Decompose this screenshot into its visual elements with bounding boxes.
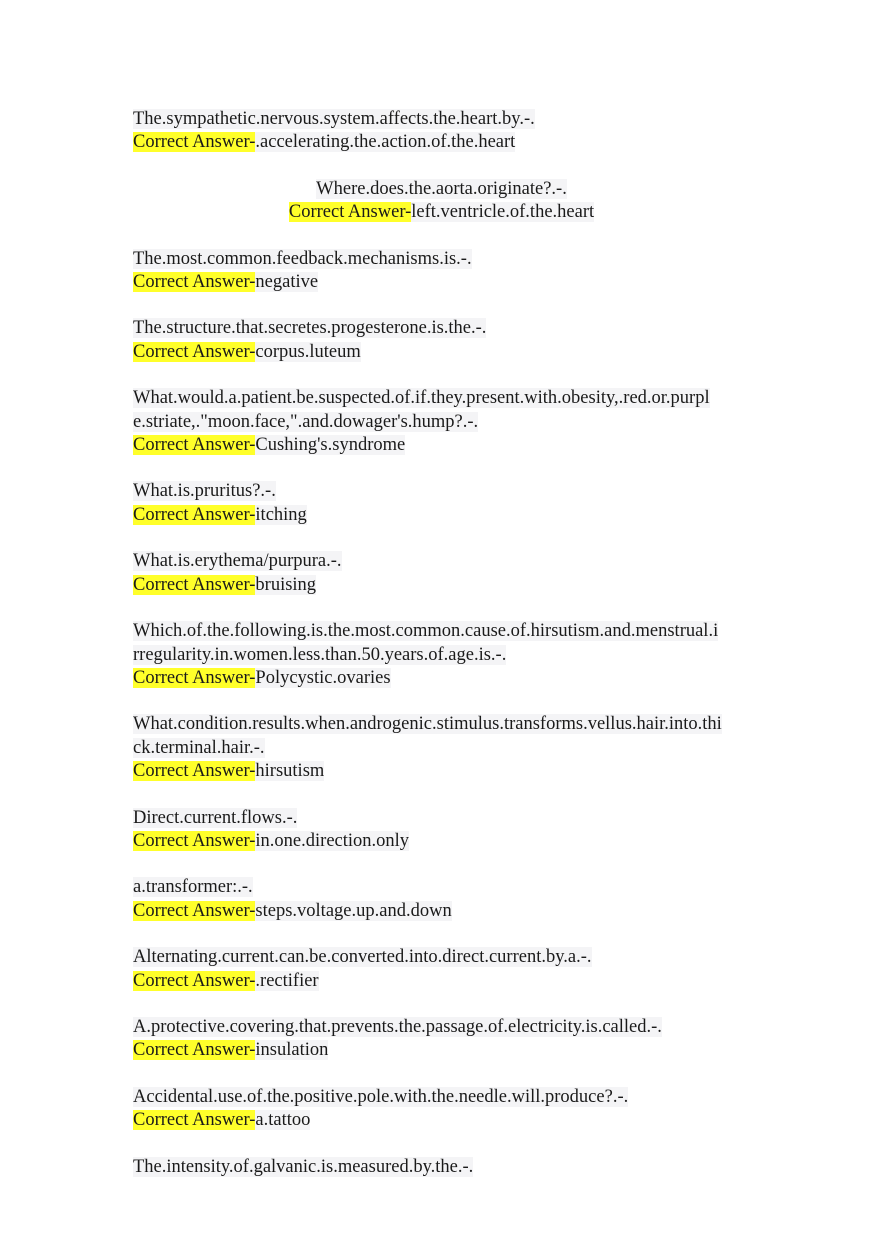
question-line (133, 807, 800, 830)
question-text: Accidental.use.of.the.positive.pole.with.the.needle.will.produce?.-. (133, 1086, 629, 1107)
answer-line (133, 131, 800, 154)
question-text: A.protective.covering.that.prevents.the.passage.of.electricity.is.called.-. (133, 1016, 662, 1037)
answer-text: hirsutism (255, 761, 325, 782)
answer-text: a.tattoo (255, 1110, 311, 1131)
answer-text: .rectifier (255, 970, 319, 991)
qa-item (133, 387, 800, 457)
answer-text: steps.voltage.up.and.down (255, 900, 452, 921)
correct-answer-label: Correct Answer- (133, 574, 256, 595)
question-line (133, 1016, 800, 1039)
qa-item (133, 807, 800, 854)
question-line (133, 737, 800, 760)
question-line (133, 411, 800, 434)
question-line (133, 876, 800, 899)
question-line (133, 1086, 800, 1109)
qa-item (133, 1086, 800, 1133)
question-text: Alternating.current.can.be.converted.into.direct.current.by.a.-. (133, 947, 592, 968)
answer-line (133, 760, 800, 783)
question-text: Where.does.the.aorta.originate?.-. (316, 178, 567, 199)
question-text: The.most.common.feedback.mechanisms.is.-. (133, 248, 472, 269)
answer-text: left.ventricle.of.the.heart (411, 202, 595, 223)
question-line (133, 644, 800, 667)
question-text: The.sympathetic.nervous.system.affects.the.heart.by.-. (133, 109, 535, 129)
question-text: The.intensity.of.galvanic.is.measured.by.the.-. (133, 1156, 474, 1177)
correct-answer-label: Correct Answer- (133, 435, 256, 456)
question-text: a.transformer:.-. (133, 877, 253, 898)
question-line (133, 248, 800, 271)
answer-text: in.one.direction.only (255, 830, 410, 851)
question-text: What.condition.results.when.androgenic.stimulus.transforms.vellus.hair.into.thi (133, 714, 722, 735)
question-text: The.structure.that.secretes.progesterone.is.the.-. (133, 318, 487, 339)
answer-line (133, 1109, 800, 1132)
question-line (133, 713, 800, 736)
answer-line (133, 341, 800, 364)
qa-item (133, 178, 800, 225)
correct-answer-label: Correct Answer- (133, 504, 256, 525)
qa-item (133, 1156, 800, 1179)
answer-text: insulation (255, 1040, 329, 1061)
correct-answer-label: Correct Answer- (288, 202, 412, 223)
correct-answer-label: Correct Answer- (133, 761, 256, 782)
question-text: What.is.pruritus?.-. (133, 481, 276, 502)
qa-item (133, 620, 800, 690)
answer-text: .accelerating.the.action.of.the.heart (255, 132, 516, 153)
question-line (133, 387, 800, 410)
question-text: What.would.a.patient.be.suspected.of.if.they.present.with.obesity,.red.or.purpl (133, 388, 710, 409)
answer-text: Cushing's.syndrome (255, 435, 406, 456)
question-line (133, 1156, 800, 1179)
question-text: What.is.erythema/purpura.-. (133, 551, 342, 572)
answer-line (133, 434, 800, 457)
answer-text: corpus.luteum (255, 341, 361, 362)
qa-item (133, 1016, 800, 1063)
answer-line (133, 830, 800, 853)
correct-answer-label: Correct Answer- (133, 132, 256, 153)
answer-text: itching (255, 504, 307, 525)
question-line (133, 108, 800, 131)
question-text: Direct.current.flows.-. (133, 807, 298, 828)
correct-answer-label: Correct Answer- (133, 667, 256, 688)
question-line (133, 550, 800, 573)
answer-text: negative (255, 272, 319, 293)
qa-item (133, 317, 800, 364)
qa-item (133, 550, 800, 597)
question-line (133, 480, 800, 503)
qa-item (133, 876, 800, 923)
question-line (133, 317, 800, 340)
answer-text: bruising (255, 574, 317, 595)
correct-answer-label: Correct Answer- (133, 970, 256, 991)
qa-item (133, 108, 800, 155)
question-line (133, 620, 800, 643)
qa-item (133, 713, 800, 783)
correct-answer-label: Correct Answer- (133, 1110, 256, 1131)
answer-line (133, 667, 800, 690)
qa-item (133, 248, 800, 295)
correct-answer-label: Correct Answer- (133, 830, 256, 851)
answer-line (133, 504, 800, 527)
question-text: rregularity.in.women.less.than.50.years.of.age.is.-. (133, 644, 507, 665)
answer-line (133, 900, 800, 923)
answer-line (133, 970, 800, 993)
correct-answer-label: Correct Answer- (133, 341, 256, 362)
question-line (133, 178, 750, 201)
question-line (133, 946, 800, 969)
question-text: ck.terminal.hair.-. (133, 737, 265, 758)
qa-item (133, 946, 800, 993)
correct-answer-label: Correct Answer- (133, 900, 256, 921)
answer-line (133, 201, 750, 224)
correct-answer-label: Correct Answer- (133, 1040, 256, 1061)
answer-text: Polycystic.ovaries (255, 667, 391, 688)
answer-line (133, 271, 800, 294)
answer-line (133, 574, 800, 597)
qa-item (133, 480, 800, 527)
question-text: Which.of.the.following.is.the.most.common.cause.of.hirsutism.and.menstrual.i (133, 621, 719, 642)
answer-line (133, 1039, 800, 1062)
correct-answer-label: Correct Answer- (133, 272, 256, 293)
question-text: e.striate,."moon.face,".and.dowager's.hump?.-. (133, 411, 479, 432)
